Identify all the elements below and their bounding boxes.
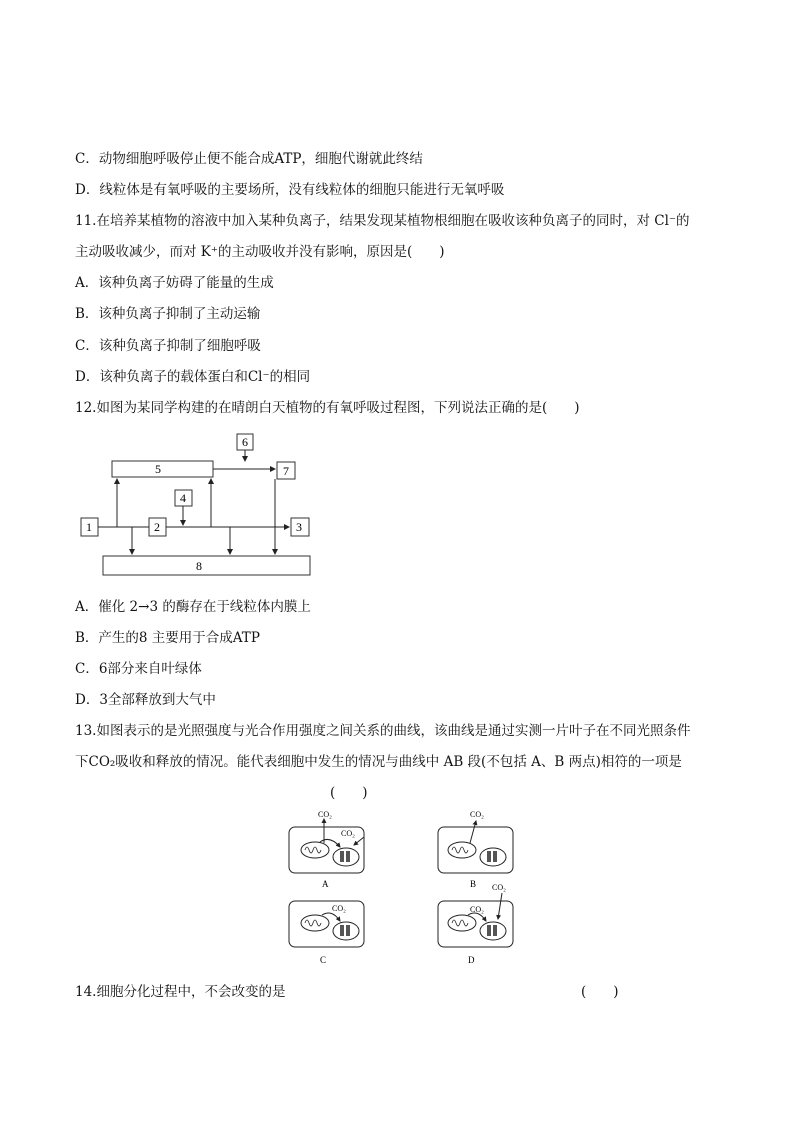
label-d: D [468, 955, 475, 965]
chloroplast-icon [480, 848, 506, 866]
q12-option-d: D．3全部释放到大气中 [75, 692, 216, 708]
mitochondrion-icon [301, 915, 329, 931]
cell-d [438, 883, 513, 947]
cell-b [438, 810, 513, 873]
box-7-label: 7 [283, 464, 289, 478]
q11-stem-line1: 11.在培养某植物的溶液中加入某种负离子，结果发现某植物根细胞在吸收该种负离子的同时，对 Cl⁻的 [75, 213, 690, 229]
label-b: B [470, 879, 477, 889]
q12-option-b: B．产生的8 主要用于合成ATP [75, 630, 260, 646]
q11-option-a: A．该种负离子妨碍了能量的生成 [75, 275, 274, 291]
box-2 [149, 518, 166, 536]
chloroplast-icon [333, 922, 359, 940]
q11-option-b: B．该种负离子抑制了主动运输 [75, 306, 261, 322]
q10-option-c: C．动物细胞呼吸停止便不能合成ATP，细胞代谢就此终结 [75, 151, 423, 167]
q11-option-c: C．该种负离子抑制了细胞呼吸 [75, 338, 261, 354]
box-6-label: 6 [242, 435, 248, 449]
label-a: A [322, 879, 329, 889]
box-5 [112, 461, 213, 477]
q12-option-a: A．催化 2→3 的酶存在于线粒体内膜上 [75, 599, 311, 615]
box-6 [237, 434, 253, 450]
label-c: C [320, 955, 327, 965]
q13-paren: ( ) [330, 785, 368, 801]
cell-a [289, 810, 364, 873]
co2-label: CO₂ [470, 810, 484, 819]
box-5-label: 5 [155, 462, 161, 476]
chloroplast-icon [333, 848, 359, 866]
co2-label: CO₂ [332, 904, 346, 913]
q11-stem-line2: 主动吸收减少，而对 K⁺的主动吸收并没有影响，原因是( ) [75, 244, 445, 260]
q13-stem-line2: 下CO₂吸收和释放的情况。能代表细胞中发生的情况与曲线中 AB 段(不包括 A、B 两点)相符的一项是 [75, 754, 682, 770]
box-1 [81, 518, 98, 536]
box-4 [175, 490, 192, 506]
box-8 [103, 556, 310, 575]
box-3-label: 3 [296, 520, 302, 534]
co2-label: CO₂ [318, 810, 332, 819]
box-1-label: 1 [86, 520, 92, 534]
mitochondrion-icon [448, 915, 476, 931]
co2-label: CO₂ [341, 829, 355, 838]
respiration-diagram [70, 425, 330, 585]
co2-label: CO₂ [492, 883, 506, 892]
box-3 [291, 518, 309, 536]
mitochondrion-icon [448, 842, 476, 858]
cell-c [289, 901, 364, 947]
q13-stem-line1: 13.如图表示的是光照强度与光合作用强度之间关系的曲线，该曲线是通过实测一片叶子在不同光照条件 [75, 723, 691, 739]
co2-label: CO₂ [470, 905, 484, 914]
q14-stem: 14.细胞分化过程中，不会改变的是 [75, 984, 286, 1000]
box-8-label: 8 [196, 559, 202, 573]
q11-option-d: D．该种负离子的载体蛋白和Cl⁻的相同 [75, 369, 311, 385]
box-2-label: 2 [154, 520, 160, 534]
box-4-label: 4 [180, 491, 186, 505]
q10-option-d: D．线粒体是有氧呼吸的主要场所，没有线粒体的细胞只能进行无氧呼吸 [75, 182, 505, 198]
q12-option-c: C．6部分来自叶绿体 [75, 661, 202, 677]
q14-paren: ( ) [581, 984, 619, 1000]
q12-stem: 12.如图为某同学构建的在晴朗白天植物的有氧呼吸过程图，下列说法正确的是( ) [75, 400, 580, 416]
mitochondrion-icon [301, 842, 329, 858]
cell-figures [280, 805, 530, 975]
box-7 [277, 462, 295, 479]
chloroplast-icon [480, 922, 506, 940]
